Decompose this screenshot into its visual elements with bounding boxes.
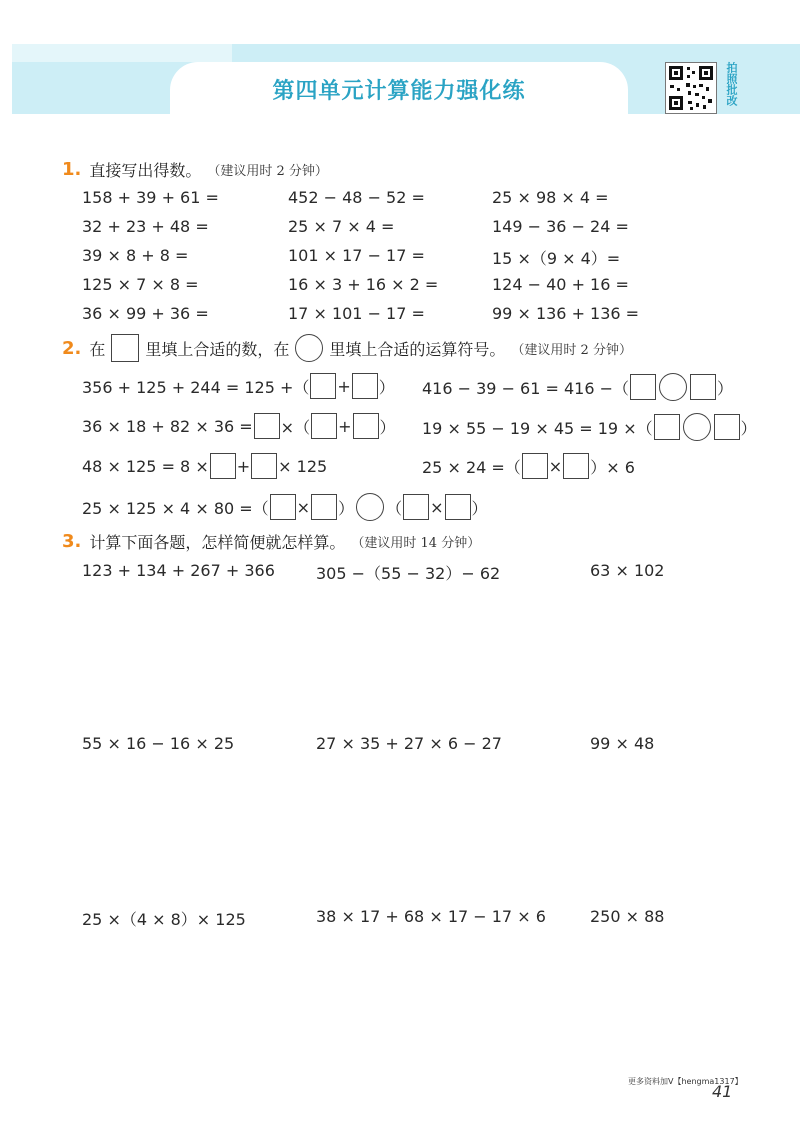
section3-heading: [62, 530, 480, 553]
s1-problem: 124 − 40 + 16 =: [492, 275, 629, 294]
footer-note: 更多资料加V【hengma1317】: [628, 1077, 743, 1086]
operator-circle[interactable]: [659, 373, 687, 401]
answer-box[interactable]: [690, 374, 716, 400]
s3-problem: 55 × 16 − 16 × 25: [82, 734, 235, 753]
s2-equation: 356 + 125 + 244 = 125 +（ + ）: [82, 373, 395, 399]
s3-problem: 63 × 102: [590, 561, 665, 580]
answer-box[interactable]: [254, 413, 280, 439]
answer-box[interactable]: [311, 413, 337, 439]
s3-problem: 27 × 35 + 27 × 6 − 27: [316, 734, 502, 753]
s1-problem: 17 × 101 − 17 =: [288, 304, 425, 323]
s3-problem: 38 × 17 + 68 × 17 − 17 × 6: [316, 907, 546, 926]
s3-problem: 25 ×（4 × 8）× 125: [82, 910, 246, 929]
section1-instruction: 直接写出得数。: [89, 161, 202, 180]
section2-text-2: 里填上合适的数，在: [145, 339, 290, 359]
s1-problem: 36 × 99 + 36 =: [82, 304, 209, 323]
section2-hint: （建议用时 2 分钟）: [511, 342, 632, 358]
s3-problem: 250 × 88: [590, 907, 665, 926]
scan-correct-label: 拍照批改: [725, 62, 738, 106]
s1-problem: 99 × 136 + 136 =: [492, 304, 640, 323]
answer-box[interactable]: [352, 373, 378, 399]
answer-box-symbol: [111, 334, 139, 362]
answer-box[interactable]: [210, 453, 236, 479]
s1-problem: 125 × 7 × 8 =: [82, 275, 199, 294]
answer-box[interactable]: [522, 453, 548, 479]
qr-code-icon: [665, 62, 717, 114]
section2-heading: [62, 334, 632, 362]
s1-problem: 101 × 17 − 17 =: [288, 246, 425, 265]
answer-box[interactable]: [310, 373, 336, 399]
page-title: 第四单元计算能力强化练: [272, 79, 526, 104]
s2-equation: 416 − 39 − 61 = 416 −（ ）: [422, 373, 733, 401]
section1-heading: [62, 158, 328, 181]
s2-equation: 19 × 55 − 19 × 45 = 19 ×（ ）: [422, 413, 757, 441]
s2-equation: 25 × 125 × 4 × 80 =（ × ） （ × ）: [82, 493, 488, 521]
section2-text-1: 在: [89, 339, 106, 359]
answer-box[interactable]: [445, 494, 471, 520]
s1-problem: 15 ×（9 × 4）=: [492, 249, 621, 268]
answer-box[interactable]: [270, 494, 296, 520]
section1-number: 1.: [62, 159, 82, 180]
s3-problem: 123 + 134 + 267 + 366: [82, 561, 275, 580]
s1-problem: 149 − 36 − 24 =: [492, 217, 629, 236]
header-banner-tab: [12, 44, 232, 62]
answer-box[interactable]: [630, 374, 656, 400]
s1-problem: 158 + 39 + 61 =: [82, 188, 219, 207]
section1-hint: （建议用时 2 分钟）: [207, 164, 328, 179]
section3-instruction: 计算下面各题，怎样简便就怎样算。: [89, 533, 346, 552]
section2-number: 2.: [62, 337, 82, 359]
section3-number: 3.: [62, 531, 82, 552]
s2-equation: 36 × 18 + 82 × 36 = ×（ + ）: [82, 413, 396, 439]
page-number: 41: [712, 1082, 733, 1101]
answer-box[interactable]: [353, 413, 379, 439]
s1-problem: 39 × 8 + 8 =: [82, 246, 189, 265]
answer-box[interactable]: [714, 414, 740, 440]
operator-circle-symbol: [295, 334, 323, 362]
s1-problem: 452 − 48 − 52 =: [288, 188, 425, 207]
s2-equation: 25 × 24 =（ × ）× 6: [422, 453, 635, 479]
operator-circle[interactable]: [683, 413, 711, 441]
s3-problem: 99 × 48: [590, 734, 655, 753]
answer-box[interactable]: [311, 494, 337, 520]
answer-box[interactable]: [403, 494, 429, 520]
s1-problem: 25 × 98 × 4 =: [492, 188, 609, 207]
section3-hint: （建议用时 14 分钟）: [351, 536, 481, 551]
answer-box[interactable]: [251, 453, 277, 479]
section2-text-3: 里填上合适的运算符号。: [329, 339, 506, 359]
s1-problem: 16 × 3 + 16 × 2 =: [288, 275, 439, 294]
s3-problem: 305 −（55 − 32）− 62: [316, 564, 501, 583]
answer-box[interactable]: [563, 453, 589, 479]
s1-problem: 25 × 7 × 4 =: [288, 217, 395, 236]
answer-box[interactable]: [654, 414, 680, 440]
s2-equation: 48 × 125 = 8 × + × 125: [82, 453, 327, 479]
operator-circle[interactable]: [356, 493, 384, 521]
s1-problem: 32 + 23 + 48 =: [82, 217, 209, 236]
